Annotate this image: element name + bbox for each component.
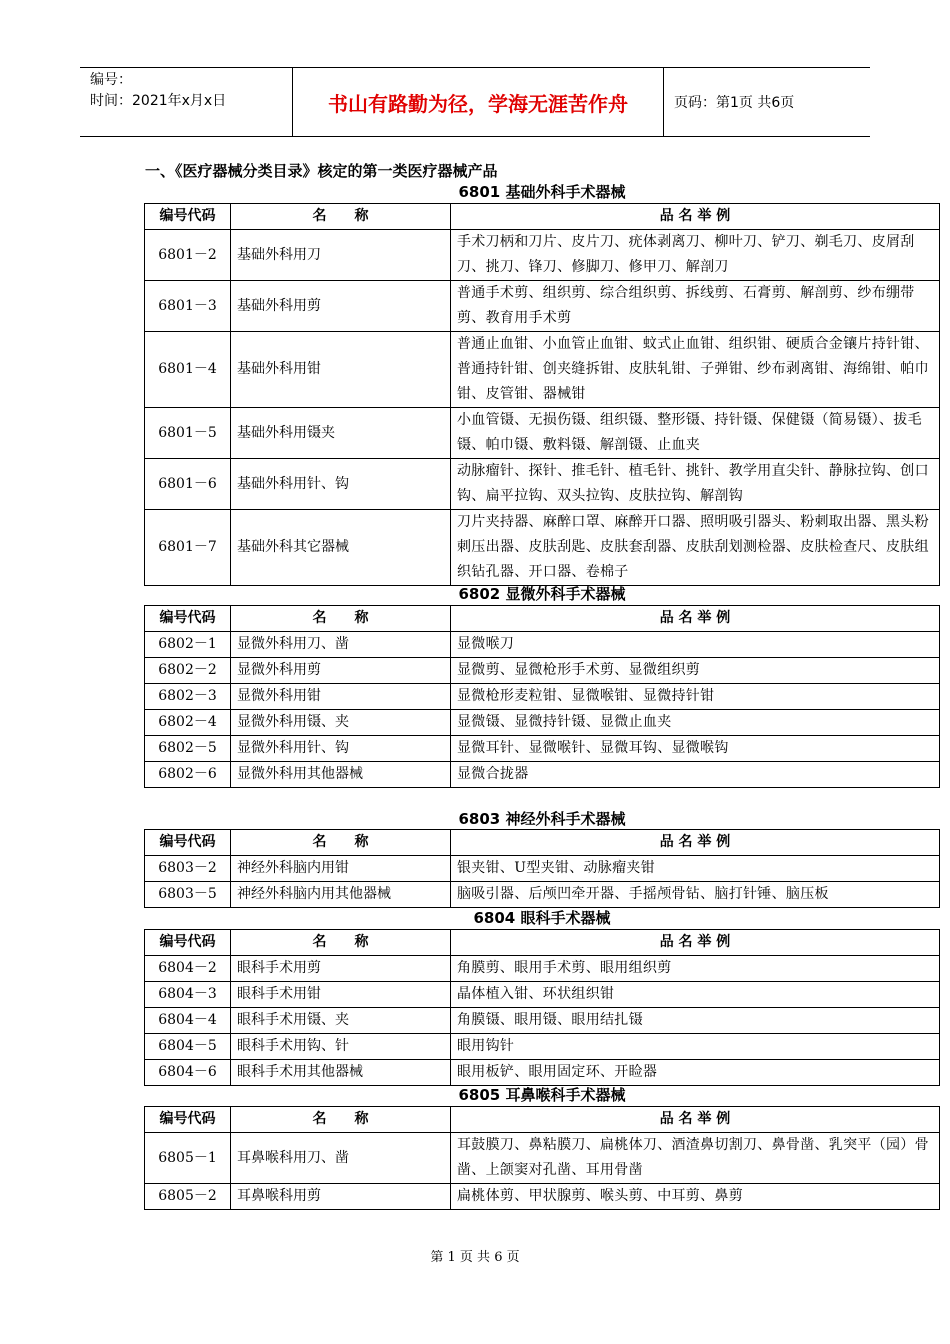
name-cell: 耳鼻喉科用剪 bbox=[231, 1184, 451, 1210]
examples-cell: 银夹钳、U型夹钳、动脉瘤夹钳 bbox=[451, 856, 940, 882]
catalog-table bbox=[144, 929, 940, 1086]
page-footer: 第 1 页 共 6 页 bbox=[430, 1250, 520, 1265]
examples-cell: 显微剪、显微枪形手术剪、显微组织剪 bbox=[451, 658, 940, 684]
code-cell: 6804－6 bbox=[145, 1060, 231, 1086]
code-cell: 6803－5 bbox=[145, 882, 231, 908]
catalog-table bbox=[144, 829, 940, 908]
header-code: 编号代码 bbox=[145, 1107, 231, 1133]
header-examples: 品 名 举 例 bbox=[451, 606, 940, 632]
table-row bbox=[145, 762, 940, 788]
code-cell: 6802－6 bbox=[145, 762, 231, 788]
examples-cell: 显微镊、显微持针镊、显微止血夹 bbox=[451, 710, 940, 736]
table-row bbox=[145, 230, 940, 281]
name-cell: 眼科手术用钩、针 bbox=[231, 1034, 451, 1060]
examples-cell: 眼用钩针 bbox=[451, 1034, 940, 1060]
name-cell: 眼科手术用其他器械 bbox=[231, 1060, 451, 1086]
examples-cell: 脑吸引器、后颅凹牵开器、手摇颅骨钻、脑打针锤、脑压板 bbox=[451, 882, 940, 908]
examples-cell: 刀片夹持器、麻醉口罩、麻醉开口器、照明吸引器头、粉刺取出器、黑头粉刺压出器、皮肤刮匙、皮肤套刮器、皮肤刮划测检器、皮肤检查尺、皮肤组织钻孔器、开口器、卷棉子 bbox=[451, 510, 940, 586]
examples-cell: 普通手术剪、组织剪、综合组织剪、拆线剪、石膏剪、解剖剪、纱布绷带剪、教育用手术剪 bbox=[451, 281, 940, 332]
section-title: 6804 眼科手术器械 bbox=[473, 909, 611, 927]
code-cell: 6802－1 bbox=[145, 632, 231, 658]
code-cell: 6802－5 bbox=[145, 736, 231, 762]
code-cell: 6804－4 bbox=[145, 1008, 231, 1034]
name-cell: 神经外科脑内用钳 bbox=[231, 856, 451, 882]
examples-cell: 手术刀柄和刀片、皮片刀、疣体剥离刀、柳叶刀、铲刀、剃毛刀、皮屑刮刀、挑刀、锋刀、修脚刀、修甲刀、解剖刀 bbox=[451, 230, 940, 281]
name-cell: 神经外科脑内用其他器械 bbox=[231, 882, 451, 908]
examples-cell: 显微喉刀 bbox=[451, 632, 940, 658]
header-slogan: 书山有路勤为径，学海无涯苦作舟 bbox=[293, 68, 664, 136]
table-row bbox=[145, 1133, 940, 1184]
code-cell: 6801－4 bbox=[145, 332, 231, 408]
examples-cell: 小血管镊、无损伤镊、组织镊、整形镊、持针镊、保健镊（简易镊）、拔毛镊、帕巾镊、敷料镊、解剖镊、止血夹 bbox=[451, 408, 940, 459]
header-examples: 品 名 举 例 bbox=[451, 1107, 940, 1133]
header-page-label: 页码：第1页 共6页 bbox=[674, 95, 795, 111]
header-name: 名 称 bbox=[231, 204, 451, 230]
code-cell: 6801－6 bbox=[145, 459, 231, 510]
examples-cell: 动脉瘤针、探针、推毛针、植毛针、挑针、教学用直尖针、静脉拉钩、创口钩、扁平拉钩、双头拉钩、皮肤拉钩、解剖钩 bbox=[451, 459, 940, 510]
table-header-row bbox=[145, 830, 940, 856]
name-cell: 基础外科用钳 bbox=[231, 332, 451, 408]
name-cell: 显微外科用剪 bbox=[231, 658, 451, 684]
table-row bbox=[145, 1060, 940, 1086]
table-row bbox=[145, 684, 940, 710]
code-cell: 6805－2 bbox=[145, 1184, 231, 1210]
number-label: 编号： bbox=[90, 72, 132, 88]
header-code: 编号代码 bbox=[145, 930, 231, 956]
name-cell: 基础外科用剪 bbox=[231, 281, 451, 332]
time-label: 时间：2021年x月x日 bbox=[90, 93, 227, 109]
header-name: 名 称 bbox=[231, 930, 451, 956]
section-title: 6803 神经外科手术器械 bbox=[458, 810, 626, 828]
examples-cell: 显微枪形麦粒钳、显微喉钳、显微持针钳 bbox=[451, 684, 940, 710]
catalog-table bbox=[144, 203, 940, 586]
table-row bbox=[145, 281, 940, 332]
table-row bbox=[145, 332, 940, 408]
header-code: 编号代码 bbox=[145, 830, 231, 856]
table-row bbox=[145, 459, 940, 510]
name-cell: 眼科手术用镊、夹 bbox=[231, 1008, 451, 1034]
code-cell: 6801－3 bbox=[145, 281, 231, 332]
examples-cell: 扁桃体剪、甲状腺剪、喉头剪、中耳剪、鼻剪 bbox=[451, 1184, 940, 1210]
table-header-row bbox=[145, 1107, 940, 1133]
name-cell: 显微外科用钳 bbox=[231, 684, 451, 710]
table-row bbox=[145, 1184, 940, 1210]
code-cell: 6802－4 bbox=[145, 710, 231, 736]
section-title: 6805 耳鼻喉科手术器械 bbox=[458, 1086, 626, 1104]
header-name: 名 称 bbox=[231, 1107, 451, 1133]
table-row bbox=[145, 982, 940, 1008]
name-cell: 显微外科用刀、凿 bbox=[231, 632, 451, 658]
table-row bbox=[145, 956, 940, 982]
header-examples: 品 名 举 例 bbox=[451, 204, 940, 230]
examples-cell: 眼用板铲、眼用固定环、开睑器 bbox=[451, 1060, 940, 1086]
table-row bbox=[145, 658, 940, 684]
table-row bbox=[145, 710, 940, 736]
table-row bbox=[145, 1008, 940, 1034]
code-cell: 6804－2 bbox=[145, 956, 231, 982]
table-header-row bbox=[145, 930, 940, 956]
examples-cell: 显微合拢器 bbox=[451, 762, 940, 788]
header-name: 名 称 bbox=[231, 830, 451, 856]
header-meta bbox=[80, 68, 293, 136]
table-header-row bbox=[145, 204, 940, 230]
page-header bbox=[80, 67, 870, 137]
name-cell: 眼科手术用剪 bbox=[231, 956, 451, 982]
code-cell: 6805－1 bbox=[145, 1133, 231, 1184]
code-cell: 6804－5 bbox=[145, 1034, 231, 1060]
main-title: 一、《医疗器械分类目录》核定的第一类医疗器械产品 bbox=[145, 162, 498, 180]
header-examples: 品 名 举 例 bbox=[451, 930, 940, 956]
examples-cell: 显微耳针、显微喉针、显微耳钩、显微喉钩 bbox=[451, 736, 940, 762]
header-code: 编号代码 bbox=[145, 606, 231, 632]
table-row bbox=[145, 1034, 940, 1060]
header-code: 编号代码 bbox=[145, 204, 231, 230]
header-name: 名 称 bbox=[231, 606, 451, 632]
name-cell: 基础外科用针、钩 bbox=[231, 459, 451, 510]
catalog-table bbox=[144, 605, 940, 788]
name-cell: 显微外科用镊、夹 bbox=[231, 710, 451, 736]
code-cell: 6804－3 bbox=[145, 982, 231, 1008]
header-examples: 品 名 举 例 bbox=[451, 830, 940, 856]
code-cell: 6801－5 bbox=[145, 408, 231, 459]
examples-cell: 耳鼓膜刀、鼻粘膜刀、扁桃体刀、酒渣鼻切割刀、鼻骨凿、乳突平（园）骨凿、上颌窦对孔凿、耳用骨凿 bbox=[451, 1133, 940, 1184]
table-row bbox=[145, 510, 940, 586]
examples-cell: 角膜镊、眼用镊、眼用结扎镊 bbox=[451, 1008, 940, 1034]
table-row bbox=[145, 632, 940, 658]
name-cell: 显微外科用其他器械 bbox=[231, 762, 451, 788]
name-cell: 基础外科用镊夹 bbox=[231, 408, 451, 459]
name-cell: 眼科手术用钳 bbox=[231, 982, 451, 1008]
code-cell: 6802－2 bbox=[145, 658, 231, 684]
code-cell: 6803－2 bbox=[145, 856, 231, 882]
code-cell: 6801－2 bbox=[145, 230, 231, 281]
section-title: 6801 基础外科手术器械 bbox=[458, 183, 626, 201]
table-row bbox=[145, 736, 940, 762]
code-cell: 6802－3 bbox=[145, 684, 231, 710]
table-row bbox=[145, 408, 940, 459]
name-cell: 基础外科用刀 bbox=[231, 230, 451, 281]
section-title: 6802 显微外科手术器械 bbox=[458, 585, 626, 603]
examples-cell: 普通止血钳、小血管止血钳、蚊式止血钳、组织钳、硬质合金镶片持针钳、普通持针钳、创夹缝拆钳、皮肤轧钳、子弹钳、纱布剥离钳、海绵钳、帕巾钳、皮管钳、器械钳 bbox=[451, 332, 940, 408]
name-cell: 显微外科用针、钩 bbox=[231, 736, 451, 762]
examples-cell: 晶体植入钳、环状组织钳 bbox=[451, 982, 940, 1008]
table-row bbox=[145, 856, 940, 882]
name-cell: 耳鼻喉科用刀、凿 bbox=[231, 1133, 451, 1184]
catalog-table bbox=[144, 1106, 940, 1210]
examples-cell: 角膜剪、眼用手术剪、眼用组织剪 bbox=[451, 956, 940, 982]
name-cell: 基础外科其它器械 bbox=[231, 510, 451, 586]
table-row bbox=[145, 882, 940, 908]
code-cell: 6801－7 bbox=[145, 510, 231, 586]
table-header-row bbox=[145, 606, 940, 632]
